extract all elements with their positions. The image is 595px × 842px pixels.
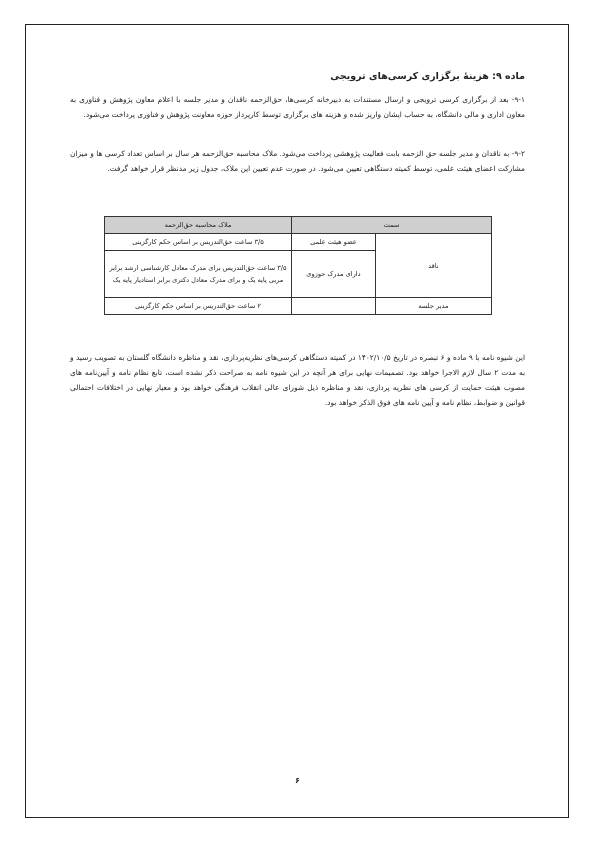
- table-row: [105, 298, 492, 315]
- sub-role-cell: [292, 298, 376, 315]
- fee-table: [104, 216, 492, 315]
- calc-cell: ۲ ساعت حق‌التدریس بر اساس حکم کارگزینی: [105, 298, 292, 315]
- calc-cell: ۳/۵ ساعت حق‌التدریس بر اساس حکم کارگزینی: [105, 234, 292, 251]
- article-heading: ماده ۹: هزینهٔ برگزاری کرسی‌های ترویجی: [330, 71, 525, 82]
- critic-cell: ناقد: [375, 234, 491, 298]
- header-calc: ملاک محاسبه حق‌الزحمه: [105, 217, 292, 234]
- page-border: [25, 24, 569, 818]
- clause-9-2: ۹-۲- به ناقدان و مدیر جلسه حق الزحمه بابت فعالیت پژوهشی پرداخت می‌شود. ملاک محاسبه حق‌الزحمه هر سال بر اساس تعداد کرسی ها و میزان مشارکت اعضای هیئت علمی، توسط کمیته دستگاهی تعیین می‌شود. در صورت عدم تعیین این ملاک، جدول زیر مدنظر قرار خواهد گرفت.: [70, 149, 525, 173]
- sub-role-cell: عضو هیئت علمی: [292, 234, 376, 251]
- page-number: ۶: [295, 776, 300, 785]
- calc-cell: ۳/۵ ساعت حق‌التدریس برای مدرک معادل کارشناسی ارشد برابر مربی پایه یک و برای مدرک معادل دکتری برابر استادیار پایه یک: [105, 251, 292, 298]
- chair-cell: مدیر جلسه: [375, 298, 491, 315]
- header-role: سمت: [292, 217, 492, 234]
- sub-role-cell: دارای مدرک حوزوی: [292, 251, 376, 298]
- closing-paragraph: این شیوه نامه با ۹ ماده و ۶ تبصره در تاریخ ۱۴۰۲/۱۰/۵ در کمیته دستگاهی کرسی‌های نظریه‌پردازی، نقد و مناظره دانشگاه گلستان به تصویب رسید و به مدت ۲ سال لازم الاجرا خواهد بود. تصمیمات نهایی برای هر آنچه در این شیوه نامه به صراحت ذکر نشده است، تابع نظام نامه و آیین‌نامه های مصوب هیئت حمایت از کرسی های نظریه پردازی، نقد و مناظره ذیل شورای عالی انقلاب فرهنگی خواهد بود و معیار نهایی در اختلافات احتمالی قوانین و ضوابط، نظام نامه و آیین نامه های فوق الذکر خواهد بود.: [70, 353, 526, 407]
- table-row: [105, 234, 492, 251]
- table-header-row: [105, 217, 492, 234]
- clause-9-1: ۹-۱- بعد از برگزاری کرسی ترویجی و ارسال مستندات به دبیرخانه کرسی‌ها، حق‌الزحمه ناقدان و مدیر جلسه با اعلام معاون پژوهش و فناوری به معاون اداری و مالی دانشگاه، به حساب ایشان واریز شده و هزینه های برگزاری توسط کارپرداز حوزه معاونت پژوهش و فناوری پرداخت می‌شود.: [70, 95, 525, 119]
